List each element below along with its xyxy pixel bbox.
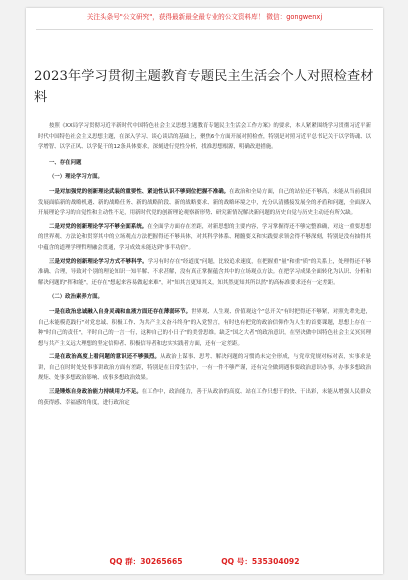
qq-number-text: QQ 号：535304092 bbox=[221, 557, 300, 566]
paragraph-lead: 一是在政治忠诚融入自身灵魂和血液方面还存在薄弱环节。 bbox=[49, 308, 192, 315]
paragraph bbox=[38, 222, 371, 254]
section-heading: 一、存在问题 bbox=[49, 159, 82, 166]
paragraph-lead: 二是在政治高度上看问题的意识还不够强烈。 bbox=[49, 354, 161, 361]
paragraph bbox=[38, 187, 371, 219]
document-body bbox=[38, 121, 371, 411]
paragraph bbox=[38, 387, 371, 408]
intro-paragraph: 按照《XX局学习贯彻习近平新时代中国特色社会主义思想主题教育专题民主生活会工作方案》的要求，本人紧紧围绕学习贯彻习近平新时代中国特色社会主义思想主题，在深入学习、谈心谈话的基础上，聚焦6个方面开展对照检查，特别是对照习近平总书记关于以学铸魂、以学增智、以学正风、以学促干的12条具体要求，深刻进行党性分析，找准思想根源，明确改进措施。 bbox=[38, 123, 371, 151]
paragraph bbox=[38, 307, 371, 349]
subsection-heading: （二）政治素养方面。 bbox=[49, 294, 103, 301]
subsection-heading: （一）理论学习方面。 bbox=[49, 174, 103, 181]
paragraph-text: 在工作中，政治能力，善于从政治的高度、站在工作只想干的快、干出彩，未能从增强人民群众的获得感、幸福感的角度，进行政治定 bbox=[38, 389, 371, 406]
document-title: 2023年学习贯彻主题教育专题民主生活会个人对照检查材料 bbox=[34, 69, 374, 105]
paragraph-text: 在全面学方面存在差距，对新思想的主要内容，学习掌握得还不够完整准确，对这一重要思想的世界观、方法论和贯穿其中的立场观点方法把握得还不够具体，对其科学体系、精髓要义和实践要求领会得不够深刻，特别是没有抽得其中蕴含的道理学理哲理融会贯通，学习成效未能达到"事半功倍"。 bbox=[38, 223, 371, 251]
paragraph-text: 世界观、人生观、价值观这个"总开关"有时把得还不够紧，对照先辈先进，自己未能模范践行"对党忠诚、积极工作、为共产主义奋斗终身"的入党誓言，有时也有把党的政治信仰作为人生的首要课题，思想上存在一种"时自己的责任"，平时自己的一言一行，这种自己的小日子"的美誉思维。缺乏"国之大者"的政治意识，在坚决做中国特色社会主义冥冥理想与共产主义远大理想的坚定信仰者、积极信导者和忠实实践者方面，还有一定差距。 bbox=[38, 308, 371, 347]
paragraph-lead: 三是锤炼自身政治能力持续用力不足。 bbox=[49, 389, 142, 396]
paragraph-lead: 三是对党的创新理论学习方式不够科学。 bbox=[49, 258, 148, 265]
paragraph bbox=[38, 257, 371, 289]
paragraph-text: 学习有时存在"经道度"问题，比较追求速度，在把握重"量"和重"质"的关系上，处理得还不够准确、合理，导致对个别的理论知识一知半解、不求甚解，没有真正掌握蕴含其中的立场观点方法。在把学习成果全面转化为认识、分析和解决问题的"挥和能"，还存在"想起来容易做起来难"，对"知其言更知其义，知其然更知其所以然"的高标准要求还有一定差距。 bbox=[38, 258, 371, 286]
qq-group-text: QQ 群：30265665 bbox=[109, 557, 183, 566]
paragraph-lead: 二是对党的创新理论学习不够全面系统。 bbox=[49, 223, 148, 230]
paragraph bbox=[38, 352, 371, 384]
paragraph-text: 从政治上谋事、思考、解决问题的习惯尚未完全形成，与党章党规对标对表，实事求是讲，自己在时时处处事事讲政治方面有差距，特别是在日常生活中，一有一件不够严谨，还有完全做到遇事要政治意识办事，办事多想政治规矩、处事多想政治影响、成事多想政治效果。 bbox=[38, 354, 371, 382]
paragraph-lead: 一是对加强党的创新理论武装的重要性、紧迫性认识不够到位把握不准确。 bbox=[49, 188, 230, 195]
document-page bbox=[26, 8, 383, 574]
promo-banner[interactable]: 关注头条号"公文研究"，获得最新最全最专业的公文资料库！ 微信：gongwenxj bbox=[86, 13, 323, 21]
paragraph-text: 在政治和全局方面，自己的站位还不够高，未能从当前我国发展面临新的战略机遇、新的战略任务、新的战略阶段、新的战略要求、新的战略环境之中，充分认清播接发展全的矛盾和问题，全面深入开展理论学习的自觉性和主动性不足，用新时代党的创新理论观察新形势、研究新情况解决新问题的历史自觉与历史主动还有所欠缺。 bbox=[38, 188, 371, 217]
header-divider bbox=[36, 29, 373, 30]
contact-footer bbox=[26, 556, 383, 567]
